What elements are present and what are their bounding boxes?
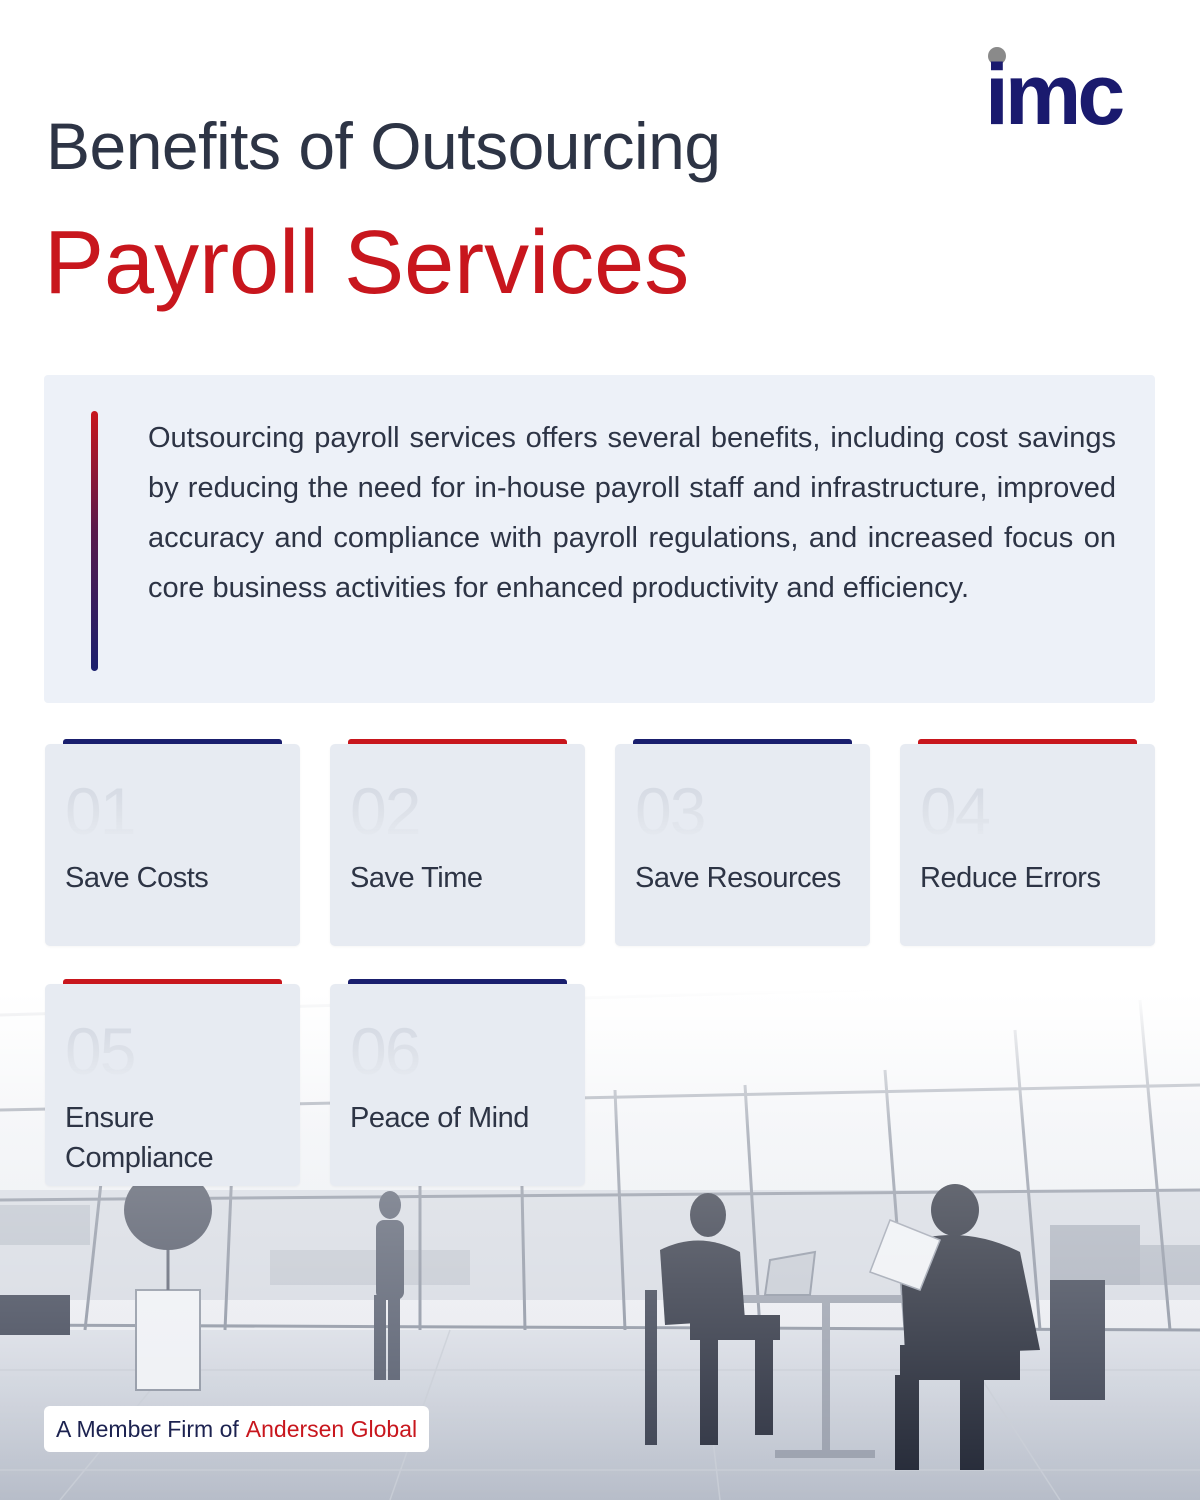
benefit-card-save-costs	[45, 744, 300, 946]
page-title-line2: Payroll Services	[44, 213, 690, 313]
benefit-number: 02	[350, 774, 420, 848]
benefit-number: 01	[65, 774, 135, 848]
benefit-number: 06	[350, 1014, 420, 1088]
logo-wordmark: imc	[985, 47, 1122, 132]
benefit-card-reduce-errors	[900, 744, 1155, 946]
imc-logo	[985, 42, 1155, 132]
andersen-global-brand: Andersen Global	[245, 1415, 418, 1442]
benefit-number: 03	[635, 774, 705, 848]
intro-panel	[44, 375, 1155, 703]
card-accent-bar	[63, 979, 282, 984]
intro-accent-bar	[91, 411, 98, 671]
benefit-number: 05	[65, 1014, 135, 1088]
card-accent-bar	[633, 739, 852, 744]
card-accent-bar	[348, 739, 567, 744]
benefit-label: Save Resources	[635, 862, 841, 894]
card-accent-bar	[348, 979, 567, 984]
benefit-card-save-time	[330, 744, 585, 946]
benefit-label: Peace of Mind	[350, 1102, 529, 1134]
benefit-card-peace-of-mind	[330, 984, 585, 1186]
benefit-label: Save Time	[350, 862, 483, 894]
benefit-card-ensure-compliance	[45, 984, 300, 1186]
intro-text: Outsourcing payroll services offers several benefits, including cost savings by reducing the need for in-house payroll staff and infrastructure, improved accuracy and compliance with payroll regulations, and increased focus on core business activities for enhanced productivity and efficiency.	[148, 422, 1116, 604]
member-firm-prefix: A Member Firm of	[56, 1415, 239, 1442]
page-title-line1: Benefits of Outsourcing	[46, 109, 721, 183]
benefit-label: Save Costs	[65, 862, 209, 894]
card-accent-bar	[63, 739, 282, 744]
benefit-number: 04	[920, 774, 990, 848]
member-firm-badge	[44, 1406, 429, 1452]
benefit-label: Ensure Compliance	[65, 1102, 214, 1174]
benefit-label: Reduce Errors	[920, 862, 1101, 894]
card-accent-bar	[918, 739, 1137, 744]
benefit-card-save-resources	[615, 744, 870, 946]
